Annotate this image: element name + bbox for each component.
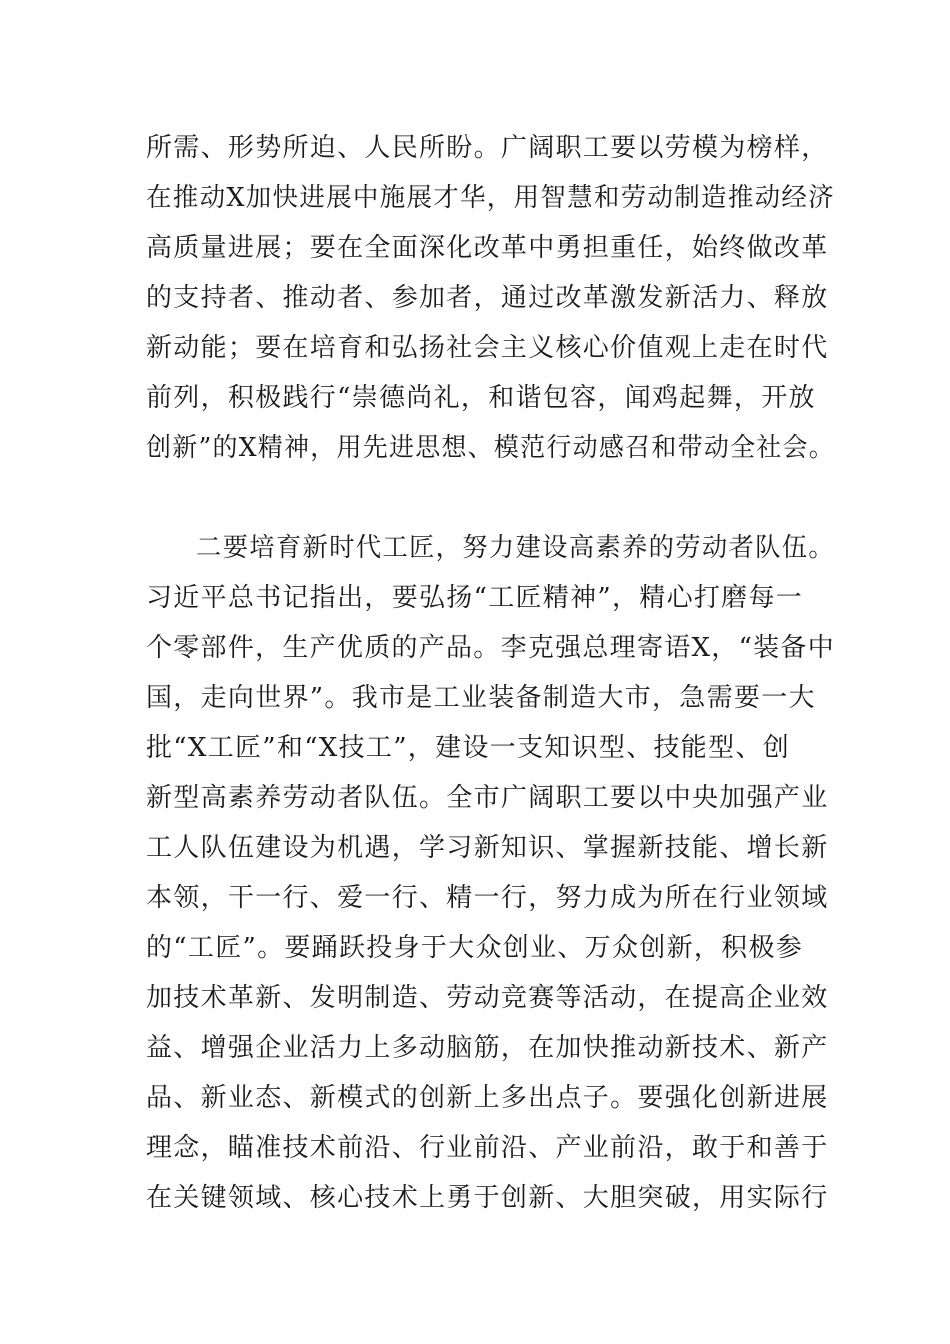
paragraph-1-line-2: 在推动X加快进展中施展才华，用智慧和劳动制造推动经济 (146, 183, 835, 213)
paragraph-2-line-1: 二要培育新时代工匠，努力建设高素养的劳动者队伍。 (196, 533, 836, 563)
paragraph-2-line-5: 批“X工匠”和“X技工”，建设一支知识型、技能型、创 (146, 733, 790, 763)
paragraph-1-line-4: 的支持者、推动者、参加者，通过改革激发新活力、释放 (146, 283, 829, 313)
paragraph-2-line-7: 工人队伍建设为机遇，学习新知识、掌握新技能、增长新 (146, 833, 829, 863)
paragraph-1-line-5: 新动能；要在培育和弘扬社会主义核心价值观上走在时代 (146, 333, 829, 363)
paragraph-2-line-12: 品、新业态、新模式的创新上多出点子。要强化创新进展 (146, 1083, 829, 1113)
paragraph-2-line-10: 加技术革新、发明制造、劳动竞赛等活动，在提高企业效 (146, 983, 829, 1013)
paragraph-1-line-3: 高质量进展；要在全面深化改革中勇担重任，始终做改革 (146, 233, 829, 263)
paragraph-2-line-6: 新型高素养劳动者队伍。全市广阔职工要以中央加强产业 (146, 783, 829, 813)
paragraph-1-line-6: 前列，积极践行“崇德尚礼，和谐包容，闻鸡起舞，开放 (146, 383, 816, 413)
paragraph-2-line-13: 理念，瞄准技术前沿、行业前沿、产业前沿，敢于和善于 (146, 1133, 829, 1163)
paragraph-2-line-3: 个零部件，生产优质的产品。李克强总理寄语X，“装备中 (146, 633, 835, 663)
paragraph-2-line-4: 国，走向世界”。我市是工业装备制造大市，急需要一大 (146, 683, 816, 713)
paragraph-1-line-1: 所需、形势所迫、人民所盼。广阔职工要以劳模为榜样， (146, 133, 829, 163)
paragraph-2-line-14: 在关键领域、核心技术上勇于创新、大胆突破，用实际行 (146, 1183, 829, 1213)
paragraph-2-line-11: 益、增强企业活力上多动脑筋，在加快推动新技术、新产 (146, 1033, 829, 1063)
paragraph-1-line-7: 创新”的X精神，用先进思想、模范行动感召和带动全社会。 (146, 433, 836, 463)
paragraph-2-line-9: 的“工匠”。要踊跃投身于大众创业、万众创新，积极参 (146, 933, 804, 963)
paragraph-2-line-8: 本领，干一行、爱一行、精一行，努力成为所在行业领域 (146, 883, 829, 913)
paragraph-2-line-2: 习近平总书记指出，要弘扬“工匠精神”，精心打磨每一 (146, 583, 804, 613)
